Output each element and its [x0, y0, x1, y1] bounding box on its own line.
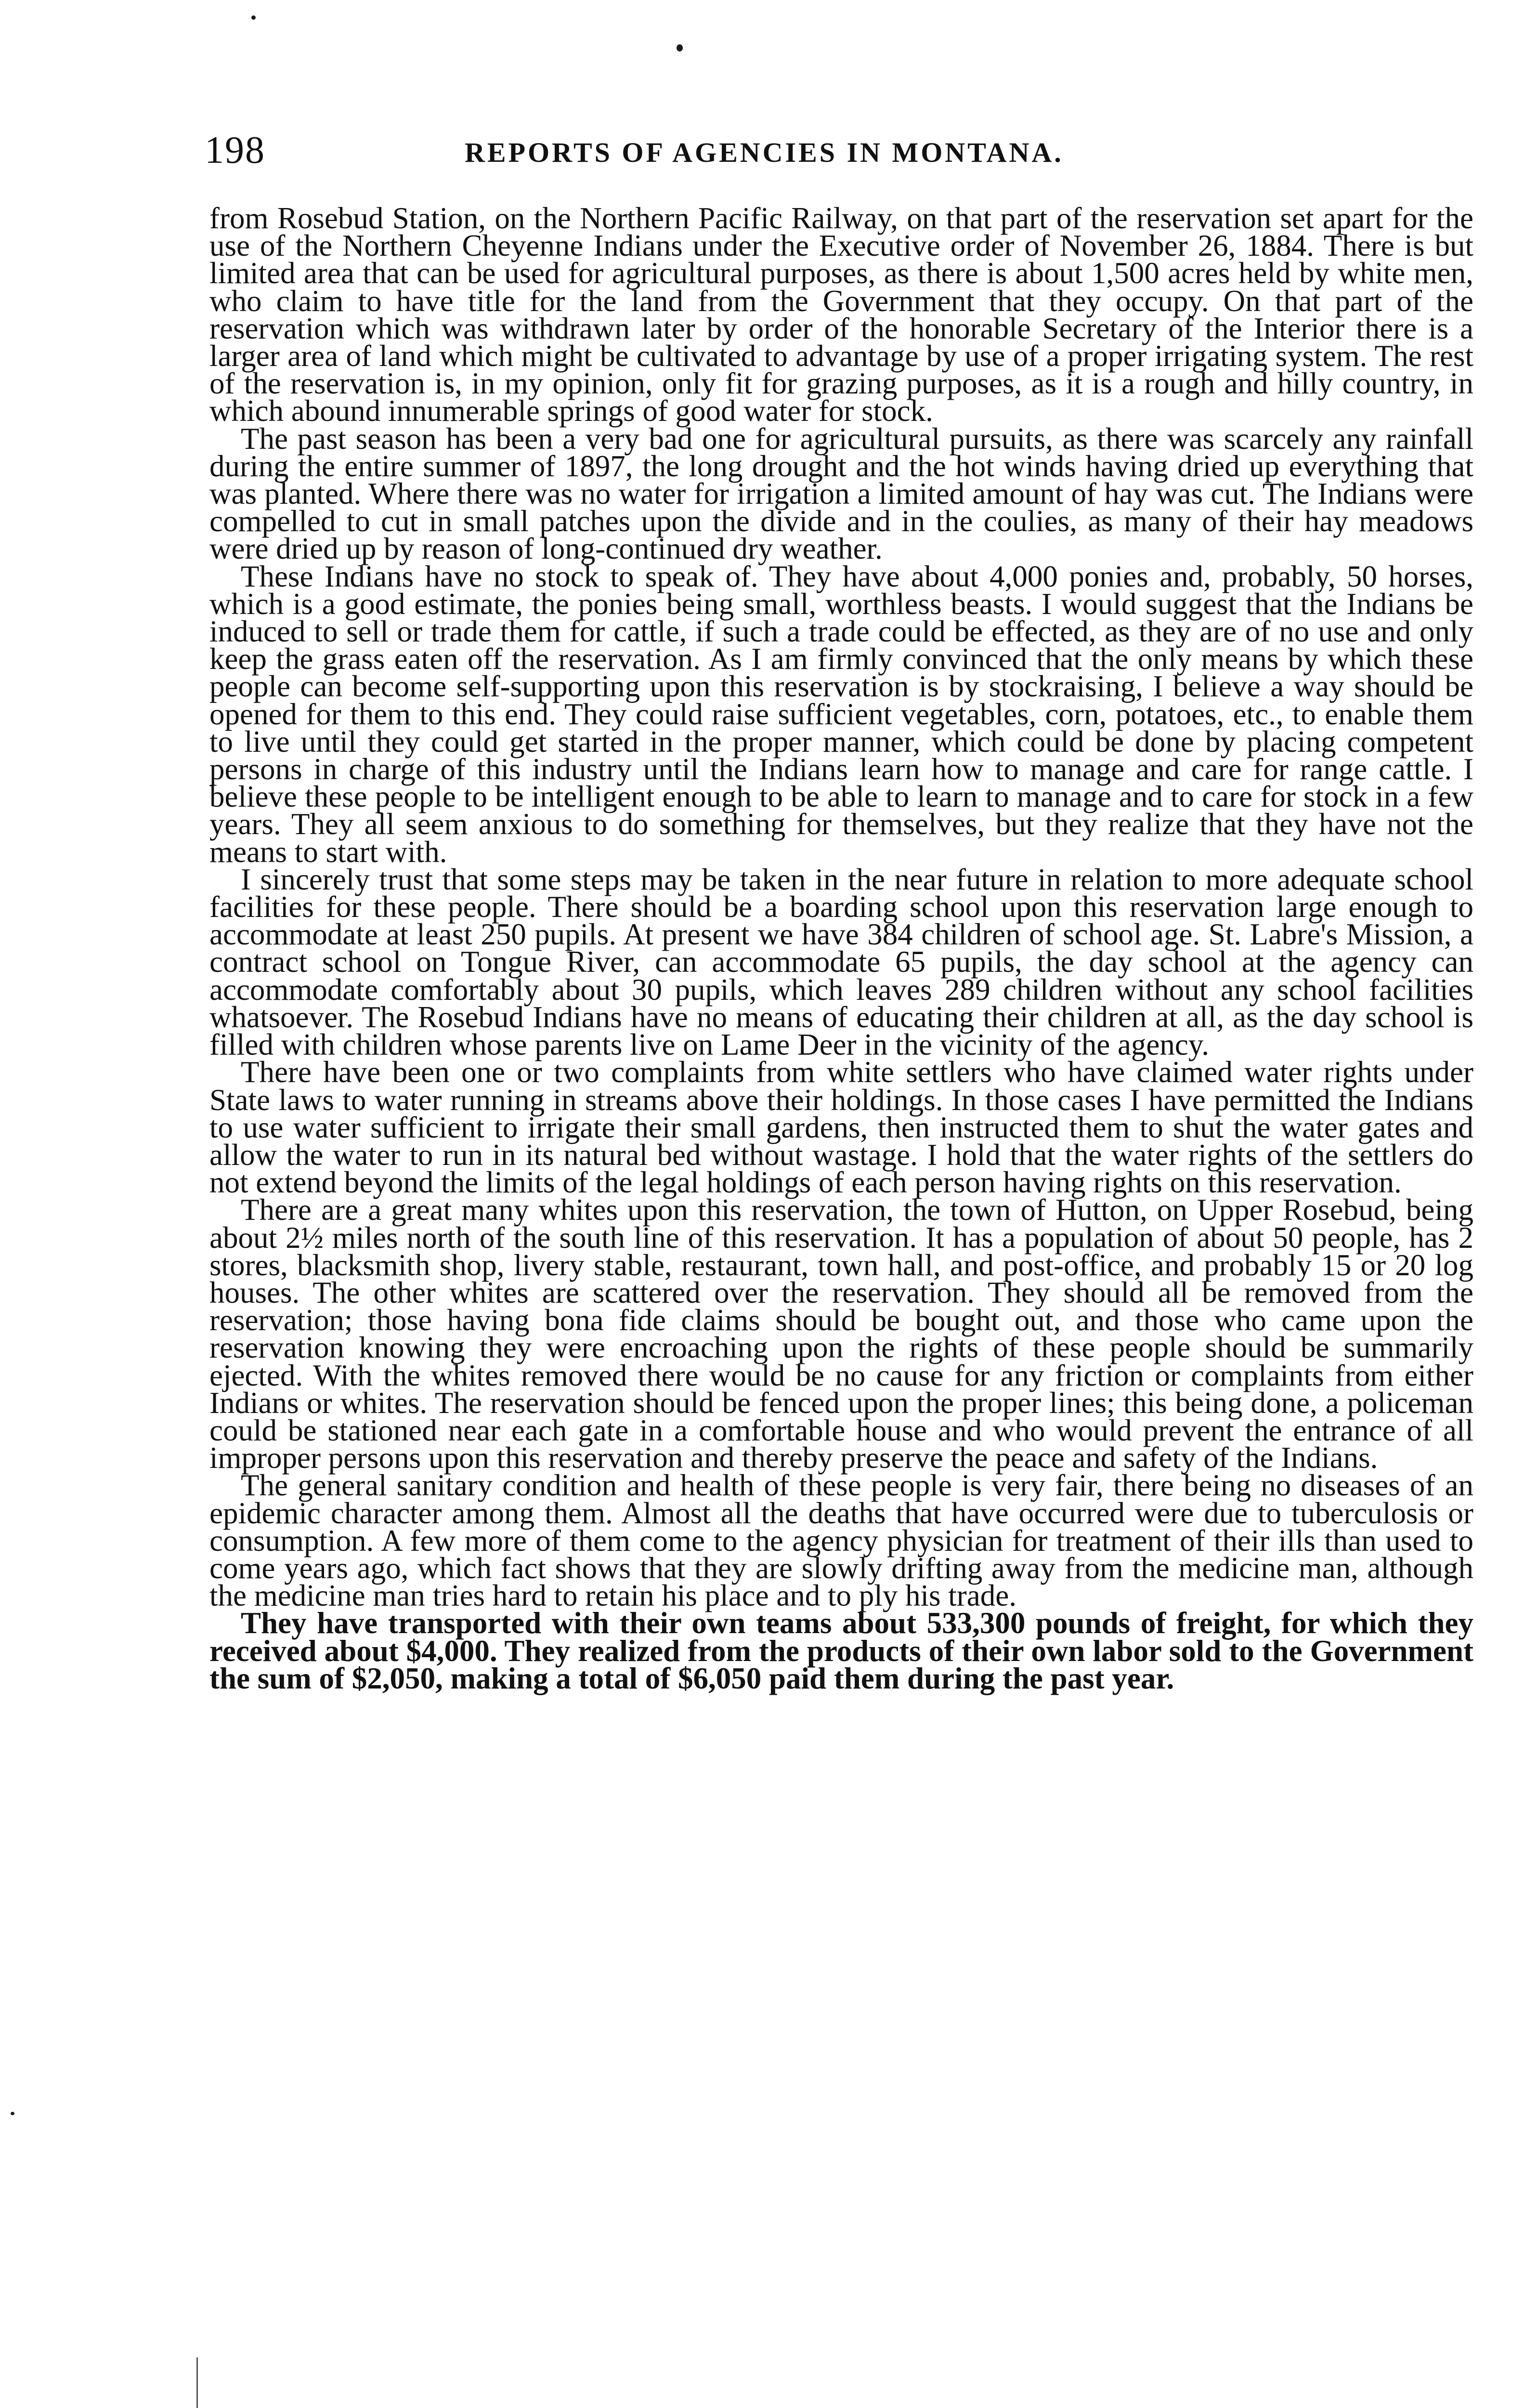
paragraph: I sincerely trust that some steps may be taken in the near future in relation to more adequate school facilities for these people. There should be a boarding school upon this reservation large enough to accommodate at least 250 pupils. At present we have 384 children of school age. St. Labre's Mission, a contract school on Tongue River, can accommodate 65 pupils, the day school at the agency can accommodate comfortably about 30 pupils, which leaves 289 children without any school facilities whatsoever. The Rosebud Indians have no means of educating their children at all, as the day school is filled with children whose parents live on Lame Deer in the vicinity of the agency.	[209, 862, 1473, 1062]
paragraph: They have transported with their own teams about 533,300 pounds of freight, for which they received about $4,000. They realized from the products of their own labor sold to the Government the sum of $2,050, making a total of $6,050 paid them during the past year.	[209, 1606, 1473, 1695]
margin-mark	[196, 2357, 198, 2408]
page-number: 198	[205, 129, 265, 171]
body-text	[209, 201, 1473, 1695]
paragraph: The general sanitary condition and health of these people is very fair, there being no diseases of an epidemic character among them. Almost all the deaths that have occurred were due to tuberculosis or consumption. A few more of them come to the agency physician for treatment of their ills than used to come years ago, which fact shows that they are slowly drifting away from the medicine man, although the medicine man tries hard to retain his place and to ply his trade.	[209, 1468, 1473, 1613]
paragraph: The past season has been a very bad one for agricultural pursuits, as there was scarcely any rainfall during the entire summer of 1897, the long drought and the hot winds having dried up everything that was planted. Where there was no water for irrigation a limited amount of hay was cut. The Indians were compelled to cut in small patches upon the divide and in the coulies, as many of their hay meadows were dried up by reason of long-continued dry weather.	[209, 421, 1473, 566]
paragraph: These Indians have no stock to speak of. They have about 4,000 ponies and, probably, 50 horses, which is a good estimate, the ponies being small, worthless beasts. I would suggest that the Indians be induced to sell or trade them for cattle, if such a trade could be effected, as they are of no use and only keep the grass eaten off the reservation. As I am firmly convinced that the only means by which these people can become self-supporting upon this reservation is by stockraising, I believe a way should be opened for them to this end. They could raise sufficient vegetables, corn, potatoes, etc., to enable them to live until they could get started in the proper manner, which could be done by placing competent persons in charge of this industry until the Indians learn how to manage and care for range cattle. I believe these people to be intelligent enough to be able to learn to manage and to care for stock in a few years. They all seem anxious to do something for themselves, but they realize that they have not the means to start with.	[209, 559, 1473, 869]
paragraph: There are a great many whites upon this reservation, the town of Hutton, on Upper Rosebud, being about 2½ miles north of the south line of this reservation. It has a population of about 50 people, has 2 stores, blacksmith shop, livery stable, restaurant, town hall, and post-office, and probably 15 or 20 log houses. The other whites are scattered over the reservation. They should all be removed from the reservation; those having bona fide claims should be bought out, and those who came upon the reservation knowing they were encroaching upon the rights of these people should be summarily ejected. With the whites removed there would be no cause for any friction or complaints from either Indians or whites. The reservation should be fenced upon the proper lines; this being done, a policeman could be stationed near each gate in a comfortable house and who would prevent the entrance of all improper persons upon this reservation and thereby preserve the peace and safety of the Indians.	[209, 1193, 1473, 1475]
page-header	[205, 126, 1485, 179]
ink-speck	[11, 2112, 14, 2115]
running-title: REPORTS OF AGENCIES IN MONTANA.	[465, 137, 1064, 168]
ink-speck	[677, 44, 683, 52]
paragraph: from Rosebud Station, on the Northern Pacific Railway, on that part of the reservation set apart for the use of the Northern Cheyenne Indians under the Executive order of November 26, 1884. There is but limited area that can be used for agricultural purposes, as there is about 1,500 acres held by white men, who claim to have title for the land from the Government that they occupy. On that part of the reservation which was withdrawn later by order of the honorable Secretary of the Interior there is a larger area of land which might be cultivated to advantage by use of a proper irrigating system. The rest of the reservation is, in my opinion, only fit for grazing purposes, as it is a rough and hilly country, in which abound innumerable springs of good water for stock.	[209, 201, 1473, 428]
ink-speck	[251, 15, 256, 20]
paragraph: There have been one or two complaints from white settlers who have claimed water rights under State laws to water running in streams above their holdings. In those cases I have permitted the Indians to use water sufficient to irrigate their small gardens, then instructed them to shut the water gates and allow the water to run in its natural bed without wastage. I hold that the water rights of the settlers do not extend beyond the limits of the legal holdings of each person having rights on this reservation.	[209, 1055, 1473, 1200]
